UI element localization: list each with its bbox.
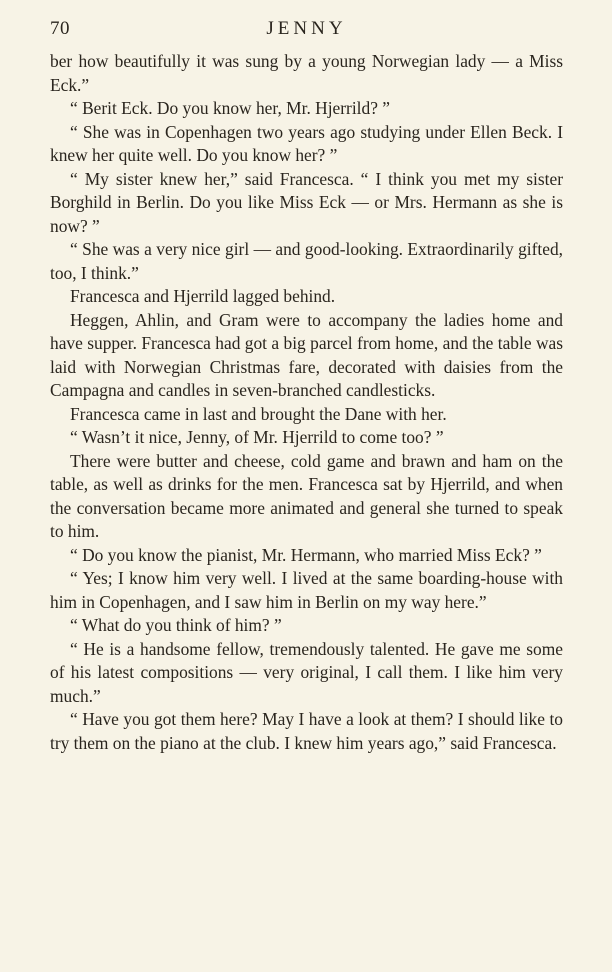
paragraph: There were butter and cheese, cold game and brawn and ham on the table, as well as drinks for the men. Francesca sat by Hjerrild, and when the conversation became more animated and general she turned to speak to him.: [50, 450, 563, 541]
paragraph: “ My sister knew her,” said Francesca. “ I think you met my sister Borghild in Berlin. Do you like Miss Eck — or Mrs. Hermann as she is now? ”: [50, 168, 563, 236]
paragraph: “ She was a very nice girl — and good-looking. Extraordinarily gifted, too, I think.”: [50, 239, 563, 283]
paragraph: “ Have you got them here? May I have a look at them? I should like to try them on the piano at the club. I knew him years ago,” said Francesca.: [50, 709, 563, 753]
paragraph: “ He is a handsome fellow, tremendously talented. He gave me some of his latest compositions — very original, I call them. I like him very much.”: [50, 638, 563, 706]
paragraph-continued: ber how beautifully it was sung by a young Norwegian lady — a Miss Eck.”: [50, 51, 563, 95]
paragraph: Francesca and Hjerrild lagged behind.: [70, 286, 336, 306]
paragraph: Heggen, Ahlin, and Gram were to accompany the ladies home and have supper. Francesca had got a big parcel from home, and the table was laid with Norwegian Christmas fare, decorated with daisies from the Campagna and candles in seven-branched candlesticks.: [50, 309, 563, 400]
page-body: [50, 50, 563, 755]
paragraph: “ What do you think of him? ”: [70, 615, 282, 635]
paragraph: “ She was in Copenhagen two years ago studying under Ellen Beck. I knew her quite well. Do you know her? ”: [50, 121, 563, 165]
paragraph: Francesca came in last and brought the Dane with her.: [70, 403, 447, 424]
page-header: [50, 18, 563, 44]
paragraph: “ Do you know the pianist, Mr. Hermann, who married Miss Eck? ”: [70, 544, 542, 565]
paragraph: “ Berit Eck. Do you know her, Mr. Hjerrild? ”: [70, 98, 390, 118]
page-number: 70: [50, 18, 70, 39]
paragraph: “ Wasn’t it nice, Jenny, of Mr. Hjerrild to come too? ”: [70, 427, 444, 447]
running-title: JENNY: [266, 18, 347, 39]
paragraph: “ Yes; I know him very well. I lived at the same boarding-house with him in Copenhagen, and I saw him in Berlin on my way here.”: [50, 568, 563, 612]
